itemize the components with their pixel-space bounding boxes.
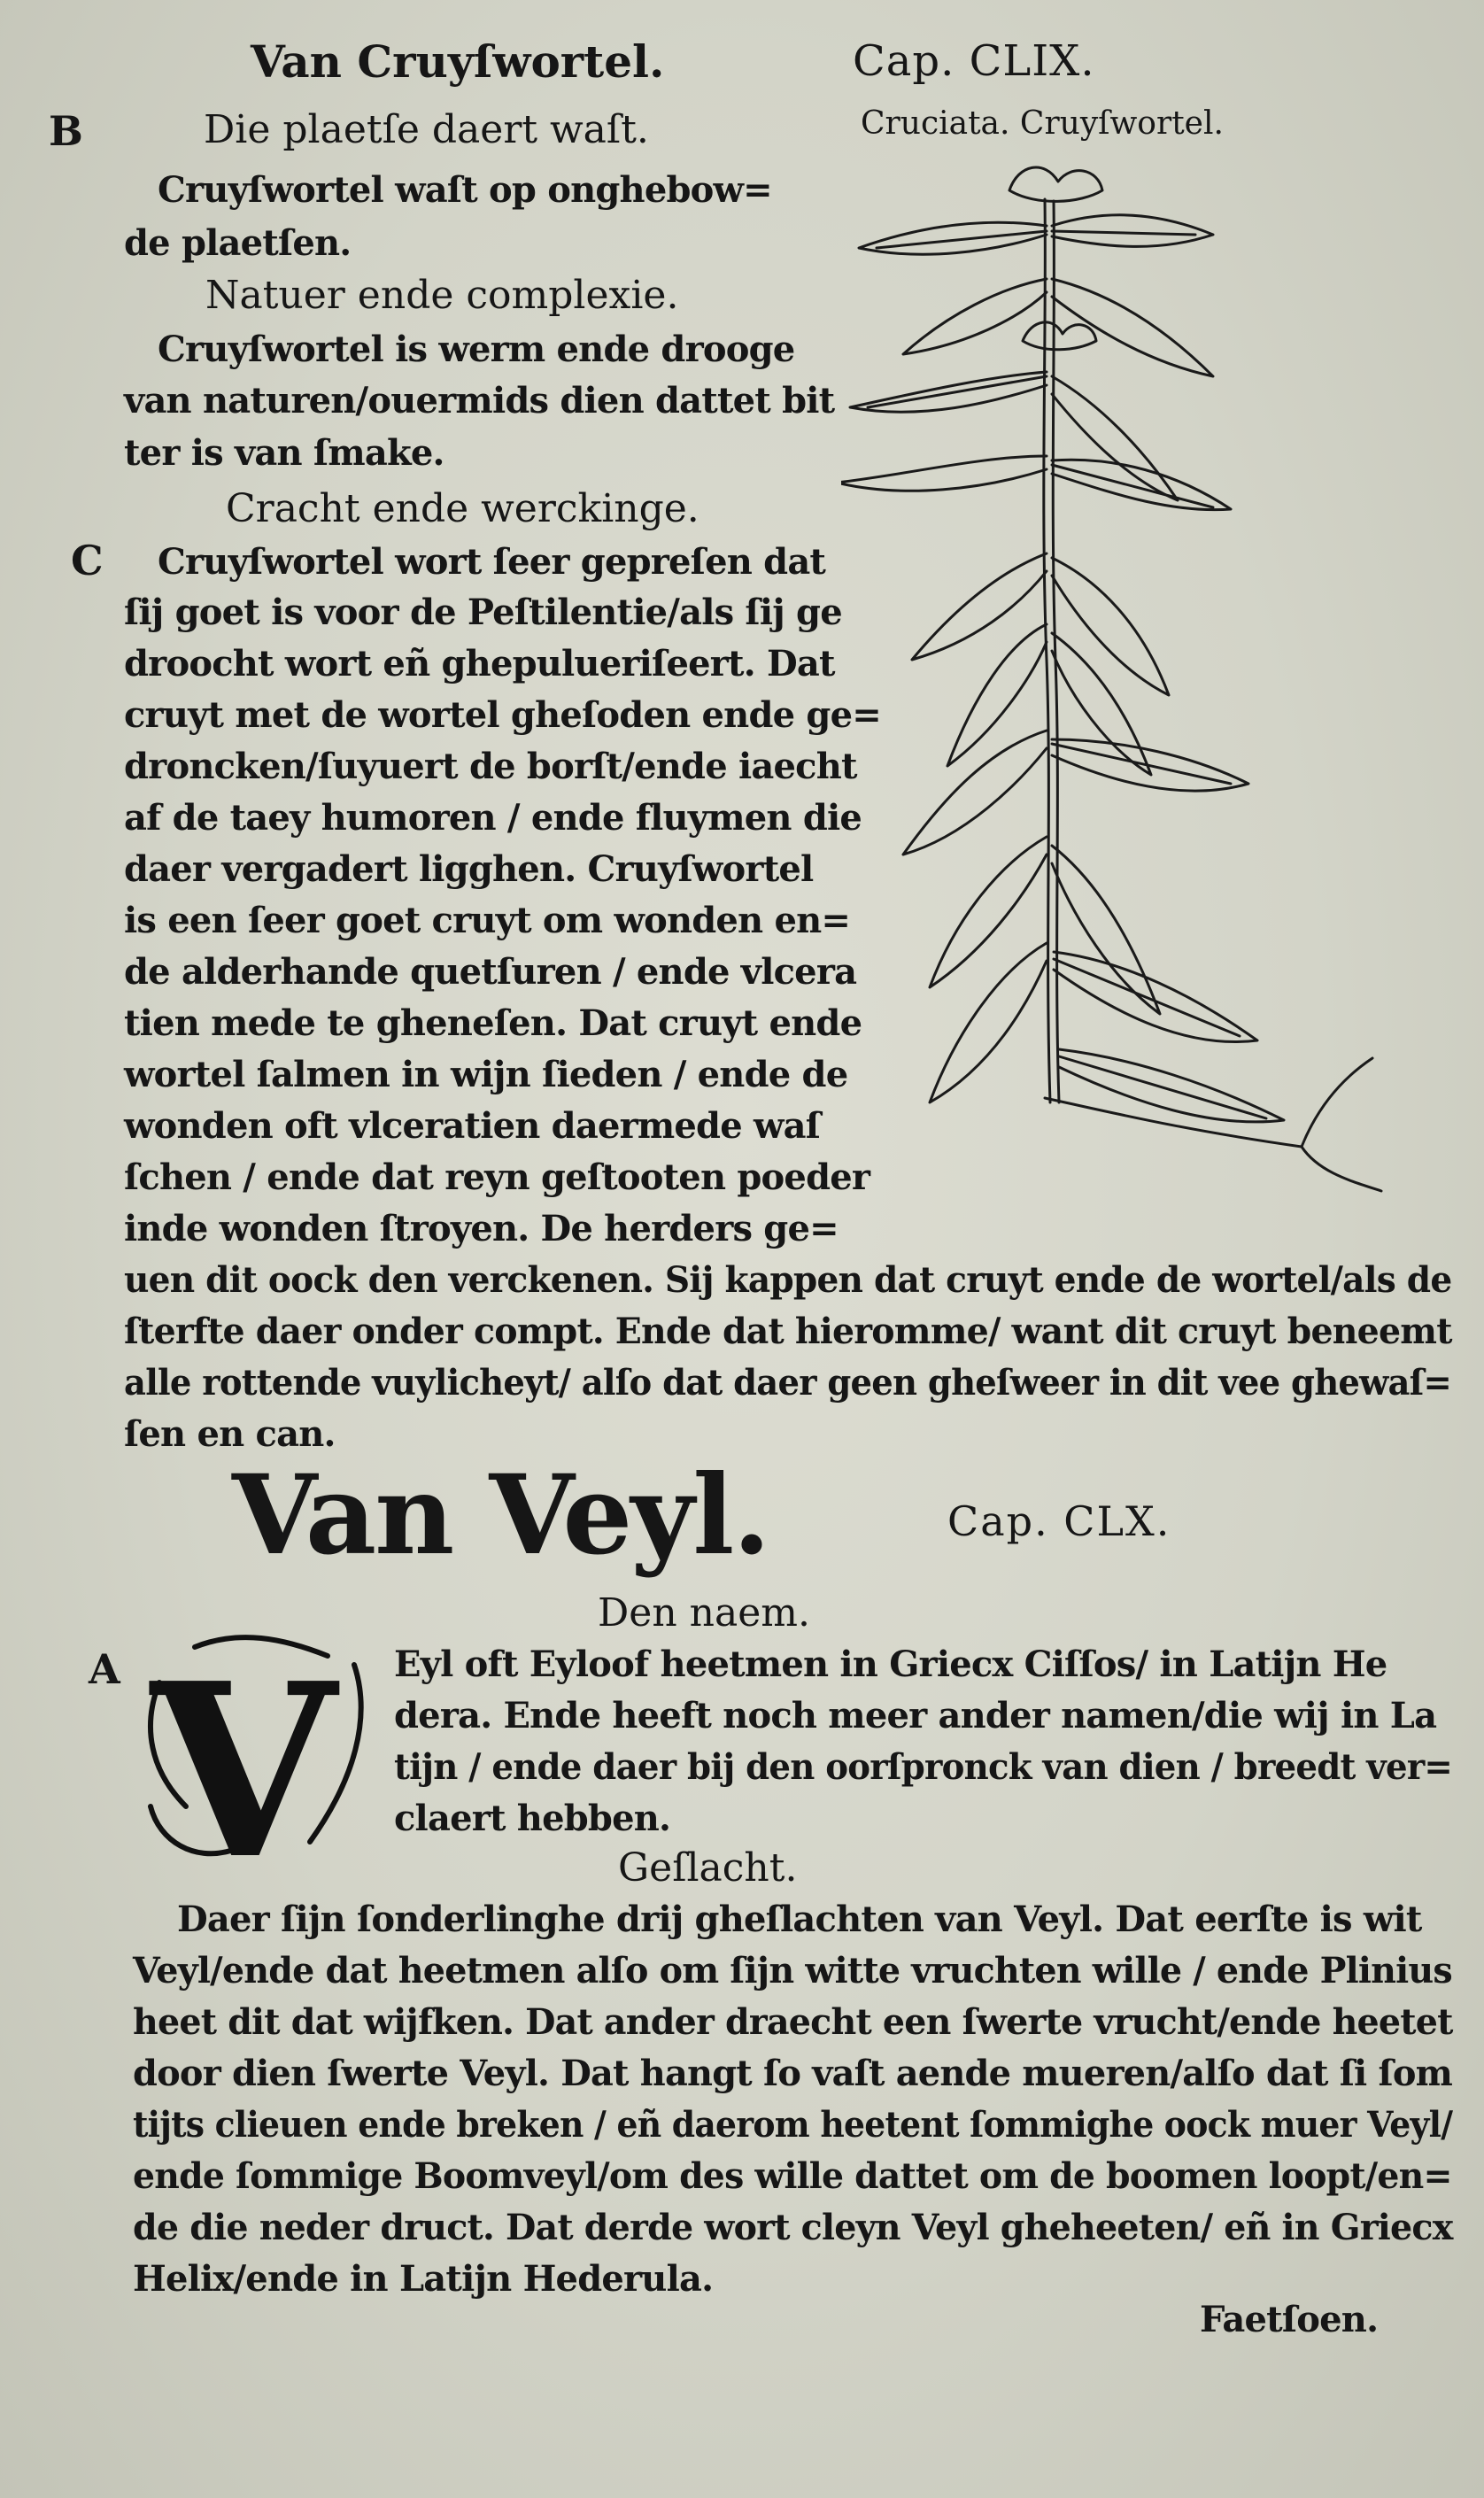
text-line: ter is van ſmake. (124, 432, 444, 474)
text-line: de die neder druct. Dat derde wort cleyn Veyl gheheeten/ eñ in Griecx (133, 2207, 1453, 2248)
text-line: de alderhande quetſuren / ende vlcera (124, 951, 857, 993)
text-line: is een ſeer goet cruyt om wonden en= (124, 900, 851, 941)
heading-name: Den naem. (598, 1590, 810, 1636)
text-line: Veyl/ende dat heetmen alſo om ſijn witte vruchten wille / ende Plinius (133, 1950, 1452, 1991)
heading-power: Cracht ende werckinge. (226, 486, 699, 531)
heading-nature: Natuer ende complexie. (205, 273, 679, 318)
text-line: ſen en can. (124, 1413, 336, 1455)
text-line: Daer ſijn ſonderlinghe drij gheſlachten van Veyl. Dat eerſte is wit (177, 1899, 1422, 1940)
figure-caption: Cruciata. Cruyſwortel. (861, 105, 1224, 142)
text-line: ſij goet is voor de Peſtilentie/als ſij ge (124, 592, 842, 633)
heading-kind: Geſlacht. (618, 1845, 798, 1891)
text-line: daer vergadert ligghen. Cruyſwortel (124, 848, 814, 890)
text-line: cruyt met de wortel gheſoden ende ge= (124, 694, 881, 736)
text-line: uen dit oock den verckenen. Sij kappen dat cruyt ende de wortel/als de (124, 1259, 1452, 1301)
text-line: door dien ſwerte Veyl. Dat hangt ſo vaſt aende mueren/alſo dat ſi ſom (133, 2053, 1453, 2094)
text-line: Eyl oft Eyloof heetmen in Griecx Ciſſos/ in Latijn He (394, 1643, 1387, 1685)
decorated-initial (133, 1629, 381, 1882)
text-line: droncken/ſuyuert de borſt/ende iaecht (124, 746, 857, 787)
text-line: heet dit dat wijfken. Dat ander draecht een ſwerte vrucht/ende heetet (133, 2001, 1453, 2043)
initial-letter: V (151, 1630, 336, 1882)
text-line: wonden oft vlceratien daermede waſ (124, 1105, 821, 1147)
cruciata-plant-woodcut (841, 164, 1390, 1209)
text-line: ſchen / ende dat reyn geſtooten poeder (124, 1156, 870, 1198)
text-line: Cruyſwortel wort ſeer gepreſen dat (158, 541, 826, 583)
running-title: Van Cruyſwortel. (251, 35, 665, 88)
text-line: dera. Ende heeft noch meer ander namen/die wij in La (394, 1695, 1437, 1736)
text-line: Helix/ende in Latijn Hederula. (133, 2258, 714, 2300)
chapter-number: Cap. CLIX. (853, 36, 1095, 86)
text-line: ende ſommige Boomveyl/om des wille dattet om de boomen loopt/en= (133, 2155, 1452, 2197)
text-line: claert hebben. (394, 1798, 671, 1839)
text-line: inde wonden ſtroyen. De herders ge= (124, 1208, 839, 1249)
text-line: ſterfte daer onder compt. Ende dat hieromme/ want dit cruyt beneemt (124, 1311, 1452, 1352)
text-line: alle rottende vuylicheyt/ alſo dat daer geen gheſweer in dit vee ghewaſ= (124, 1362, 1452, 1404)
heading-place: Die plaetſe daert waſt. (204, 107, 649, 152)
text-line: van naturen/ouermids dien dattet bit (124, 380, 835, 421)
margin-marker-b: B (49, 107, 83, 155)
text-line: Cruyſwortel waſt op onghebow= (158, 169, 772, 211)
text-line: tijn / ende daer bij den oorſpronck van dien / breedt ver= (394, 1746, 1453, 1788)
text-line: Cruyſwortel is werm ende drooge (158, 329, 795, 370)
chapter-number: Cap. CLX. (947, 1497, 1171, 1545)
catchword: Faetſoen. (1200, 2299, 1379, 2340)
text-line: wortel ſalmen in wijn ſieden / ende de (124, 1054, 848, 1095)
text-line: droocht wort eñ ghepulueriſeert. Dat (124, 643, 835, 684)
margin-marker-c: C (71, 537, 104, 584)
text-line: tien mede te gheneſen. Dat cruyt ende (124, 1002, 862, 1044)
text-line: de plaetſen. (124, 222, 352, 264)
chapter-title: Van Veyl. (232, 1451, 769, 1580)
text-line: af de taey humoren / ende fluymen die (124, 797, 862, 839)
margin-marker-a: A (89, 1645, 120, 1693)
text-line: tijts clieuen ende breken / eñ daerom heetent ſommighe oock muer Veyl/ (133, 2104, 1453, 2146)
